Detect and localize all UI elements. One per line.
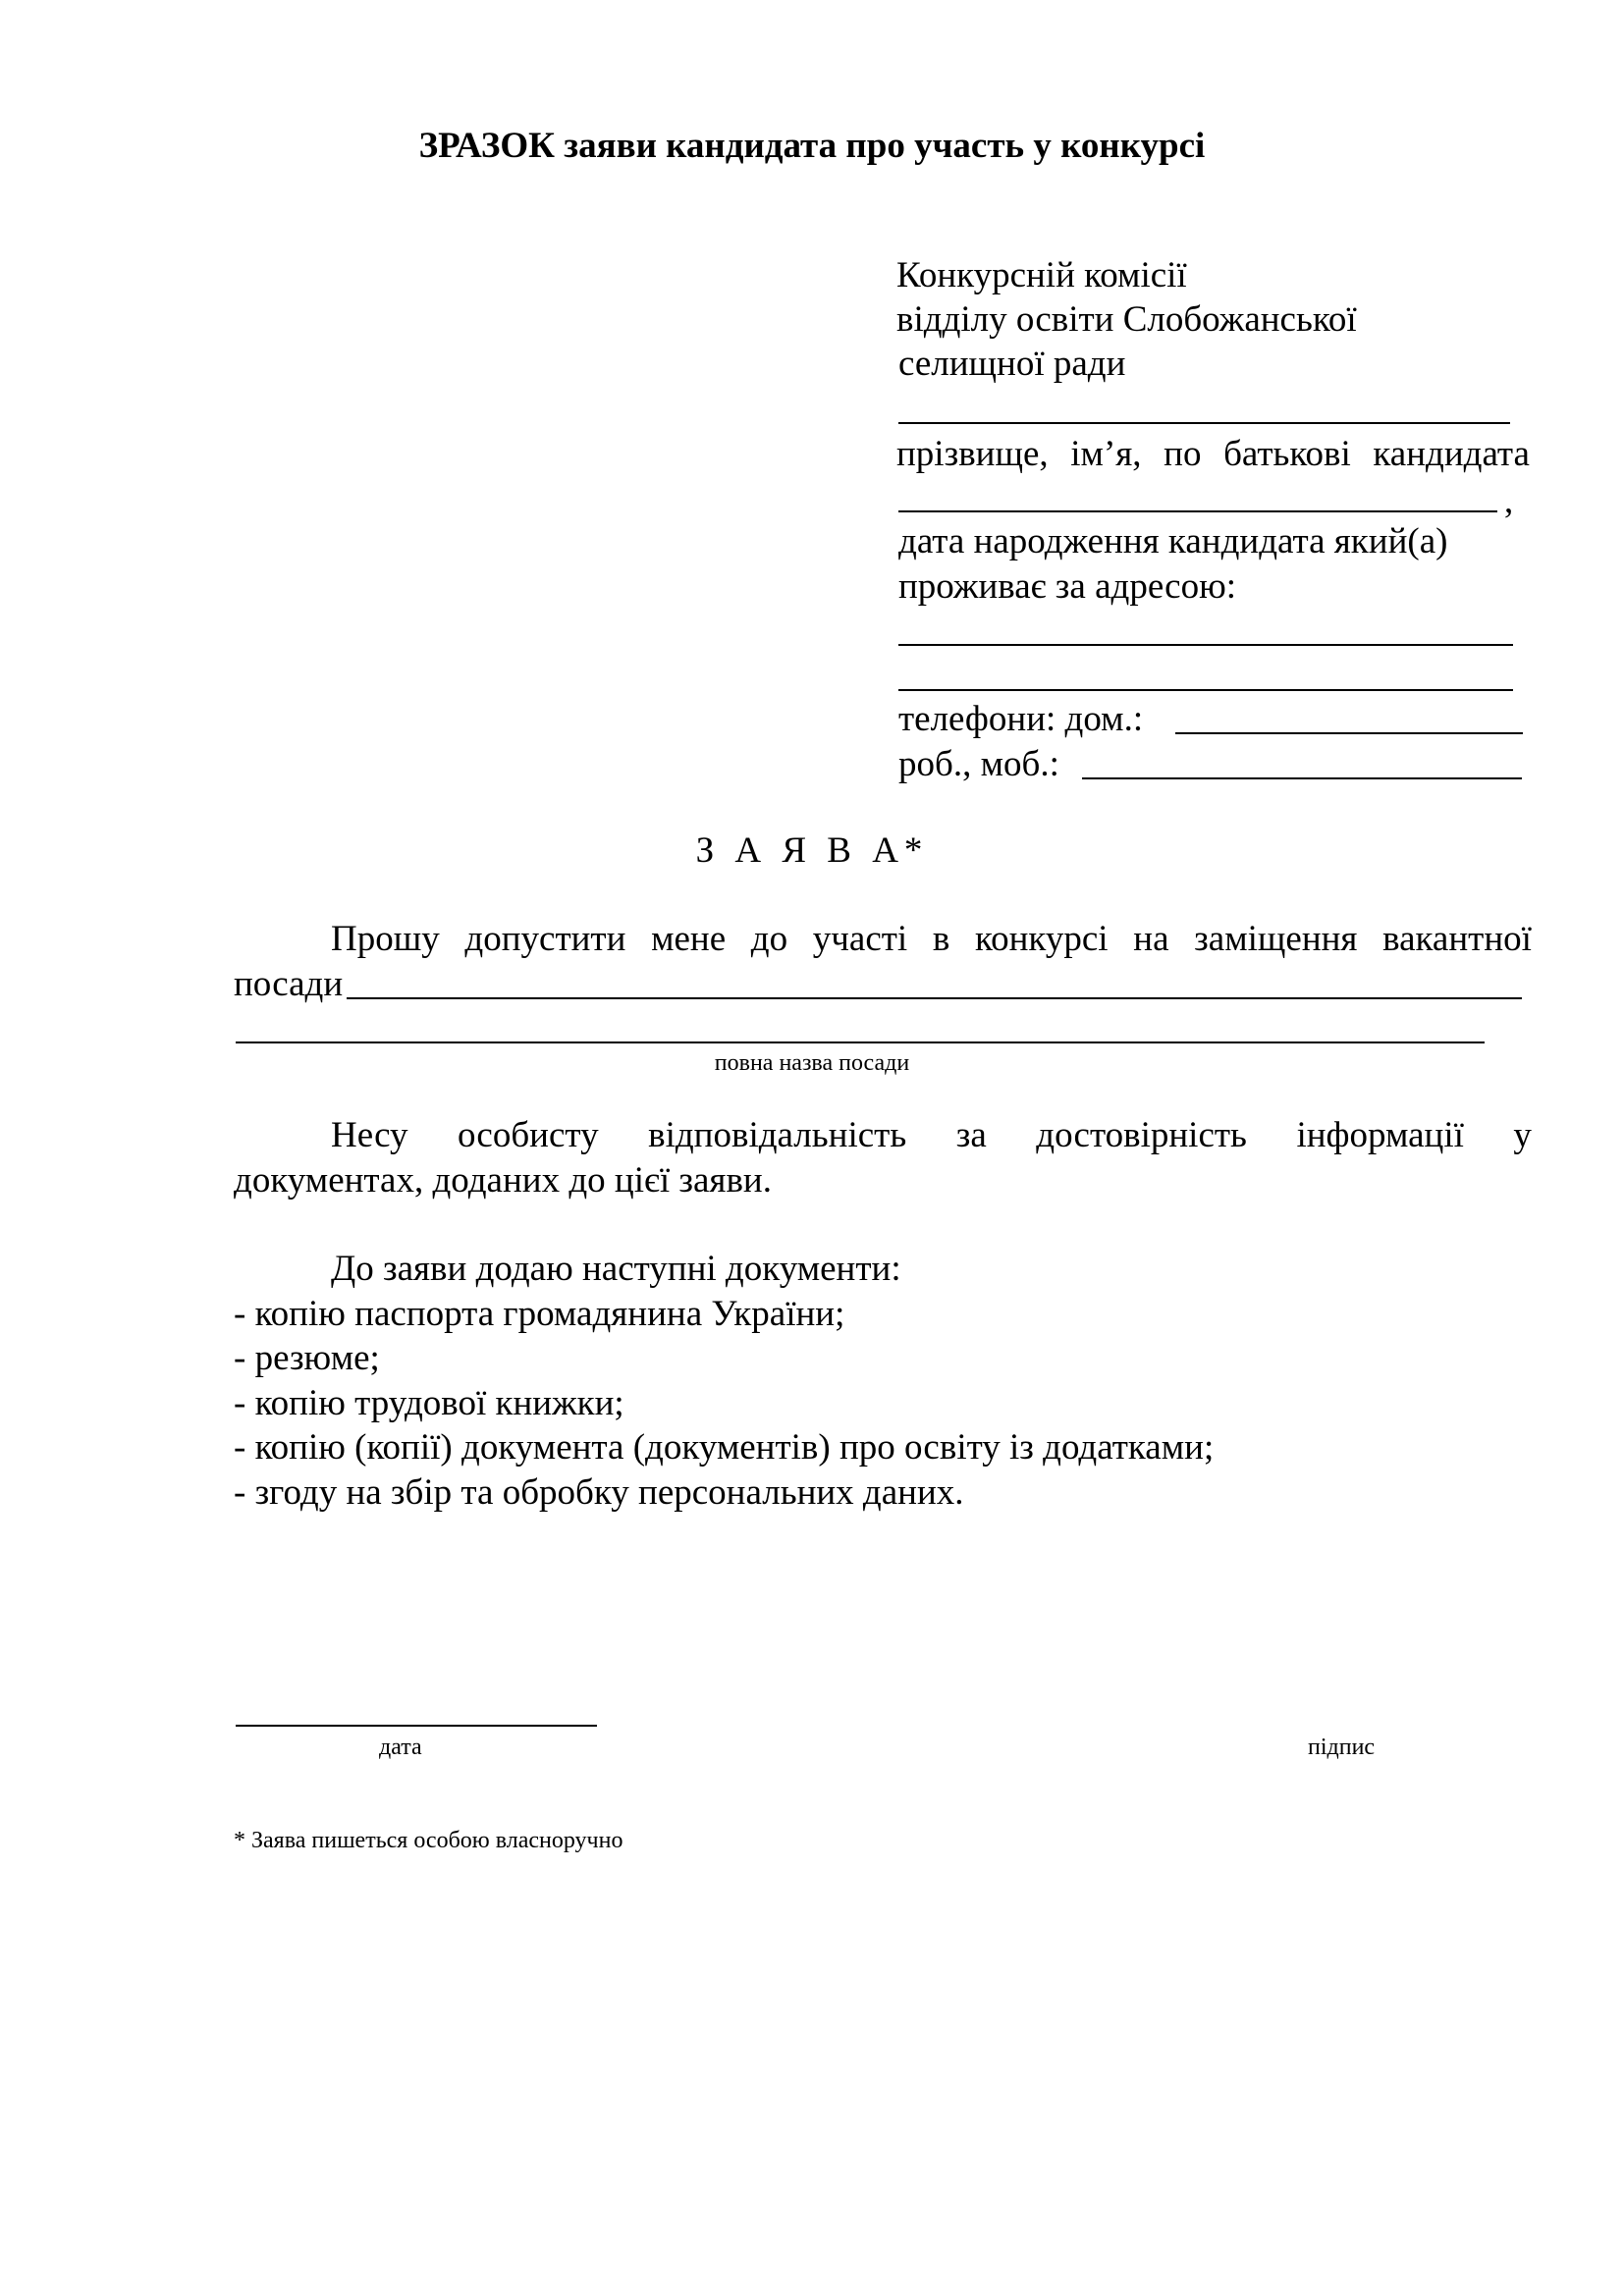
candidate-name-line[interactable] bbox=[898, 422, 1510, 424]
request-word: вакантної bbox=[1382, 919, 1532, 959]
position-caption: повна назва посади bbox=[714, 1050, 910, 1076]
document-item: - копію трудової книжки; bbox=[234, 1383, 624, 1423]
responsibility-word: достовірність bbox=[1036, 1115, 1247, 1155]
document-item: - згоду на збір та обробку персональних даних. bbox=[234, 1472, 964, 1513]
birth-date-line[interactable] bbox=[898, 510, 1497, 512]
request-word: заміщення bbox=[1194, 919, 1358, 959]
phone-work-label: роб., моб.: bbox=[898, 744, 1059, 784]
request-word: мене bbox=[651, 919, 727, 959]
footnote: * Заява пишеться особою власноручно bbox=[234, 1828, 623, 1853]
address-caption: проживає за адресою: bbox=[898, 566, 1237, 607]
responsibility-word: відповідальність bbox=[648, 1115, 907, 1155]
address-line-2[interactable] bbox=[898, 689, 1513, 691]
caption-word: прізвище, bbox=[896, 434, 1049, 474]
responsibility-word: за bbox=[955, 1115, 987, 1155]
phone-home-label: телефони: дом.: bbox=[898, 699, 1144, 739]
position-label: посади bbox=[234, 964, 344, 1004]
date-line[interactable] bbox=[236, 1725, 597, 1727]
request-word: допустити bbox=[464, 919, 626, 959]
responsibility-word: у bbox=[1513, 1115, 1532, 1155]
signature-label: підпис bbox=[1308, 1735, 1376, 1760]
address-line-1[interactable] bbox=[898, 644, 1513, 646]
birth-date-comma: , bbox=[1504, 481, 1514, 521]
document-item: - копію паспорта громадянина України; bbox=[234, 1294, 845, 1334]
position-line-1[interactable] bbox=[347, 997, 1522, 999]
request-word: Прошу bbox=[331, 919, 440, 959]
addressee-line-2: відділу освіти Слобожанської bbox=[896, 299, 1357, 340]
document-item: - копію (копії) документа (документів) про освіту із додатками; bbox=[234, 1427, 1215, 1468]
request-line-1 bbox=[331, 921, 1532, 957]
responsibility-line-2: документах, доданих до цієї заяви. bbox=[234, 1160, 772, 1201]
request-word: в bbox=[932, 919, 950, 959]
documents-intro: До заяви додаю наступні документи: bbox=[331, 1249, 901, 1289]
candidate-name-caption bbox=[896, 436, 1530, 472]
birth-date-caption: дата народження кандидата який(а) bbox=[898, 521, 1448, 561]
responsibility-word: особисту bbox=[458, 1115, 599, 1155]
document-item: - резюме; bbox=[234, 1338, 380, 1378]
application-heading: З А Я В А* bbox=[695, 830, 929, 871]
request-word: конкурсі bbox=[975, 919, 1109, 959]
position-line-2[interactable] bbox=[236, 1041, 1485, 1043]
addressee-line-3: селищної ради bbox=[898, 344, 1126, 384]
phone-home-line[interactable] bbox=[1175, 732, 1523, 734]
responsibility-word: інформації bbox=[1296, 1115, 1464, 1155]
request-word: участі bbox=[812, 919, 908, 959]
request-word: до bbox=[750, 919, 788, 959]
phone-work-line[interactable] bbox=[1082, 777, 1522, 779]
page-title: ЗРАЗОК заяви кандидата про участь у конкурсі bbox=[418, 126, 1206, 166]
date-label: дата bbox=[379, 1735, 422, 1760]
request-word: на bbox=[1133, 919, 1169, 959]
caption-word: ім’я, bbox=[1070, 434, 1142, 474]
addressee-line-1: Конкурсній комісії bbox=[896, 255, 1187, 295]
responsibility-line-1 bbox=[331, 1117, 1532, 1153]
responsibility-word: Несу bbox=[331, 1115, 408, 1155]
caption-word: по bbox=[1164, 434, 1202, 474]
caption-word: кандидата bbox=[1373, 434, 1530, 474]
caption-word: батькові bbox=[1223, 434, 1351, 474]
